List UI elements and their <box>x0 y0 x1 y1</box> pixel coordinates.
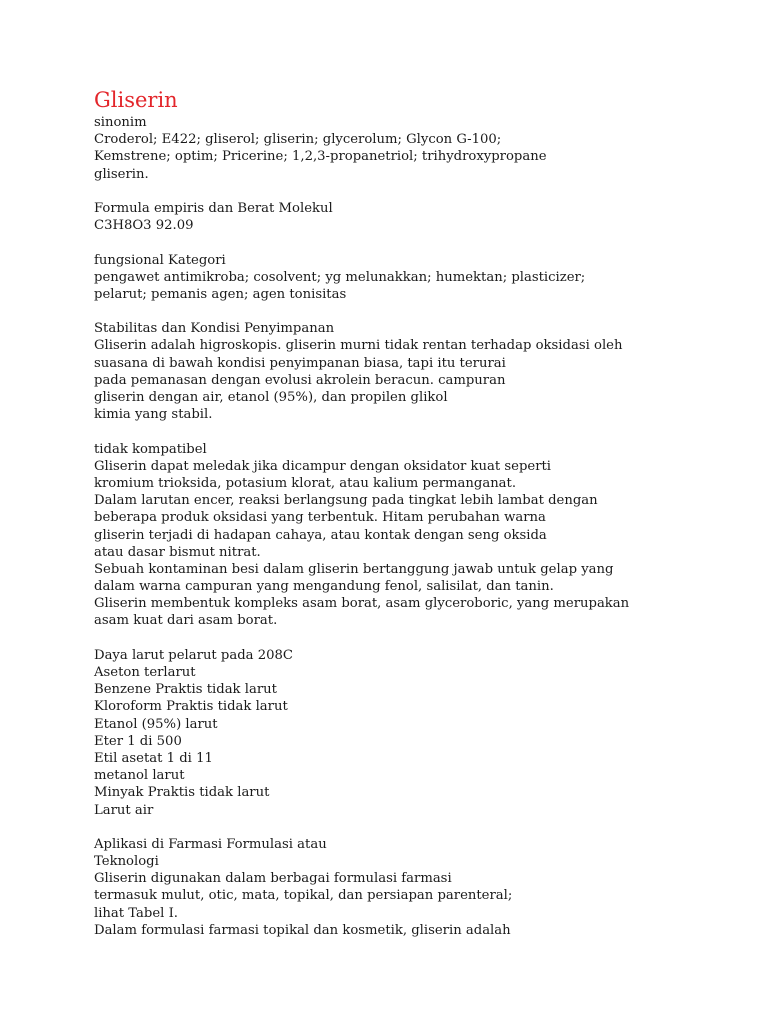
text-line: Aseton terlarut <box>94 665 196 680</box>
text-line: suasana di bawah kondisi penyimpanan biasa, tapi itu terurai <box>94 355 506 371</box>
text-line: Teknologi <box>94 854 159 870</box>
section-heading-line: Stabilitas dan Kondisi Penyimpanan <box>94 321 335 337</box>
text-line: Gliserin digunakan dalam berbagai formulasi farmasi <box>94 871 452 887</box>
text-line: Larut air <box>94 802 154 818</box>
text-line: gliserin. <box>94 166 149 182</box>
paragraph-gap <box>94 183 734 200</box>
document-title: Gliserin <box>94 88 178 112</box>
paragraph-gap <box>94 630 734 647</box>
text-line: pada pemanasan dengan evolusi akrolein beracun. campuran <box>94 372 506 388</box>
text-line: Kloroform Praktis tidak larut <box>94 699 288 715</box>
text-line: Dalam larutan encer, reaksi berlangsung pada tingkat lebih lambat dengan <box>94 493 598 509</box>
document-body <box>94 88 734 939</box>
text-line: Eter 1 di 500 <box>94 733 182 749</box>
text-line: Gliserin dapat meledak jika dicampur dengan oksidator kuat seperti <box>94 458 552 474</box>
text-line: dalam warna campuran yang mengandung fenol, salisilat, dan tanin. <box>94 579 554 595</box>
text-line: Gliserin membentuk kompleks asam borat, asam glyceroboric, yang merupakan <box>94 596 630 612</box>
text-line: Sebuah kontaminan besi dalam gliserin bertanggung jawab untuk gelap yang <box>94 561 614 577</box>
text-line: pengawet antimikroba; cosolvent; yg melunakkan; humektan; plasticizer; <box>94 269 586 285</box>
section-heading-line: sinonim <box>94 115 147 130</box>
text-line: Etanol (95%) larut <box>94 716 218 732</box>
text-line: Gliserin adalah higroskopis. gliserin murni tidak rentan terhadap oksidasi oleh <box>94 338 623 354</box>
text-line: metanol larut <box>94 768 185 784</box>
text-line: Kemstrene; optim; Pricerine; 1,2,3-propanetriol; trihydroxypropane <box>94 149 547 165</box>
text-line: beberapa produk oksidasi yang terbentuk. Hitam perubahan warna <box>94 510 546 526</box>
paragraph-gap <box>94 234 734 251</box>
text-line: gliserin terjadi di hadapan cahaya, atau kontak dengan seng oksida <box>94 527 547 543</box>
section-heading-line: fungsional Kategori <box>94 252 226 268</box>
text-line: termasuk mulut, otic, mata, topikal, dan persiapan parenteral; <box>94 888 513 904</box>
text-line: asam kuat dari asam borat. <box>94 613 278 629</box>
text-line: atau dasar bismut nitrat. <box>94 544 261 560</box>
section-heading-line: Daya larut pelarut pada 208C <box>94 647 293 663</box>
text-line: Dalam formulasi farmasi topikal dan kosmetik, gliserin adalah <box>94 922 511 938</box>
text-line: Croderol; E422; gliserol; gliserin; glycerolum; Glycon G-100; <box>94 132 502 148</box>
text-line: kromium trioksida, potasium klorat, atau kalium permanganat. <box>94 475 517 491</box>
text-line: kimia yang stabil. <box>94 407 213 423</box>
paragraph-gap <box>94 423 734 440</box>
section-heading-line: Aplikasi di Farmasi Formulasi atau <box>94 836 327 852</box>
section-heading-line: Formula empiris dan Berat Molekul <box>94 200 333 216</box>
text-line: Etil asetat 1 di 11 <box>94 750 213 766</box>
text-line: gliserin dengan air, etanol (95%), dan propilen glikol <box>94 390 448 405</box>
paragraph-gap <box>94 819 734 836</box>
section-heading-line: tidak kompatibel <box>94 441 207 457</box>
text-line: C3H8O3 92.09 <box>94 218 194 234</box>
text-line: Benzene Praktis tidak larut <box>94 682 277 698</box>
text-line: pelarut; pemanis agen; agen tonisitas <box>94 286 347 302</box>
text-line: lihat Tabel I. <box>94 905 178 921</box>
paragraph-gap <box>94 303 734 320</box>
text-line: Minyak Praktis tidak larut <box>94 785 270 801</box>
